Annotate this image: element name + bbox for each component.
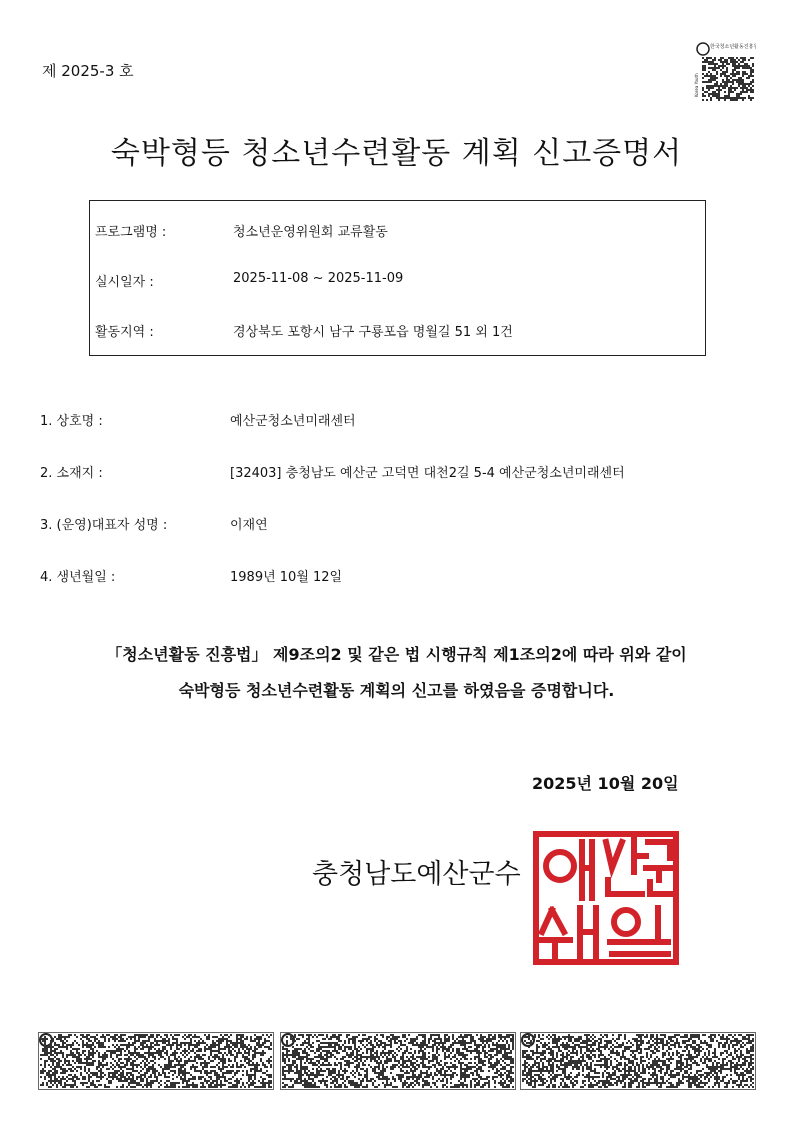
business-name-value: 예산군청소년미래센터: [230, 414, 356, 429]
barcode-block-1: [39, 1033, 274, 1090]
seal-icon: [530, 828, 682, 968]
business-name-label: 1. 상호명 :: [40, 414, 103, 429]
program-name-label: 프로그램명 :: [95, 225, 167, 240]
qr-modules: [702, 57, 754, 101]
issue-date: 2025년 10월 20일: [532, 774, 679, 793]
qr-label: 한국청소년활동진흥원: [710, 44, 756, 50]
representative-label: 3. (운영)대표자 성명 :: [40, 518, 168, 533]
address-value: [32403] 충청남도 예산군 고덕면 대천2길 5-4 예산군청소년미래센터: [230, 466, 625, 481]
document-number: 제 2025-3 호: [42, 62, 134, 80]
issuer-name: 충청남도예산군수: [312, 859, 521, 890]
address-label: 2. 소재지 :: [40, 466, 103, 481]
certification-statement: [0, 637, 793, 709]
official-seal: [530, 828, 682, 968]
qr-code: [694, 41, 756, 103]
footer-2d-barcodes: [38, 1032, 756, 1090]
statement-line-2: 숙박형등 청소년수련활동 계획의 신고를 하였음을 증명합니다.: [178, 681, 615, 700]
qr-side-label: Korea Youth: [694, 73, 699, 97]
birthdate-label: 4. 생년월일 :: [40, 570, 116, 585]
statement-line-1: 「청소년활동 진흥법」 제9조의2 및 같은 법 시행규칙 제1조의2에 따라 위와 같이: [106, 645, 687, 664]
period-label: 실시일자 :: [95, 275, 154, 290]
logo-icon: [697, 43, 709, 55]
representative-value: 이재연: [230, 518, 268, 533]
activity-area-value: 경상북도 포항시 남구 구룡포읍 명월길 51 외 1건: [233, 325, 513, 340]
birthdate-value: 1989년 10월 12일: [230, 570, 343, 585]
program-summary-box: [89, 200, 706, 356]
barcode-block-3: [521, 1033, 756, 1090]
activity-area-label: 활동지역 :: [95, 325, 154, 340]
page-title: 숙박형등 청소년수련활동 계획 신고증명서: [110, 136, 683, 171]
barcode-block-2: [281, 1033, 516, 1090]
period-value: 2025-11-08 ~ 2025-11-09: [233, 271, 404, 286]
program-name-value: 청소년운영위원회 교류활동: [233, 225, 388, 240]
